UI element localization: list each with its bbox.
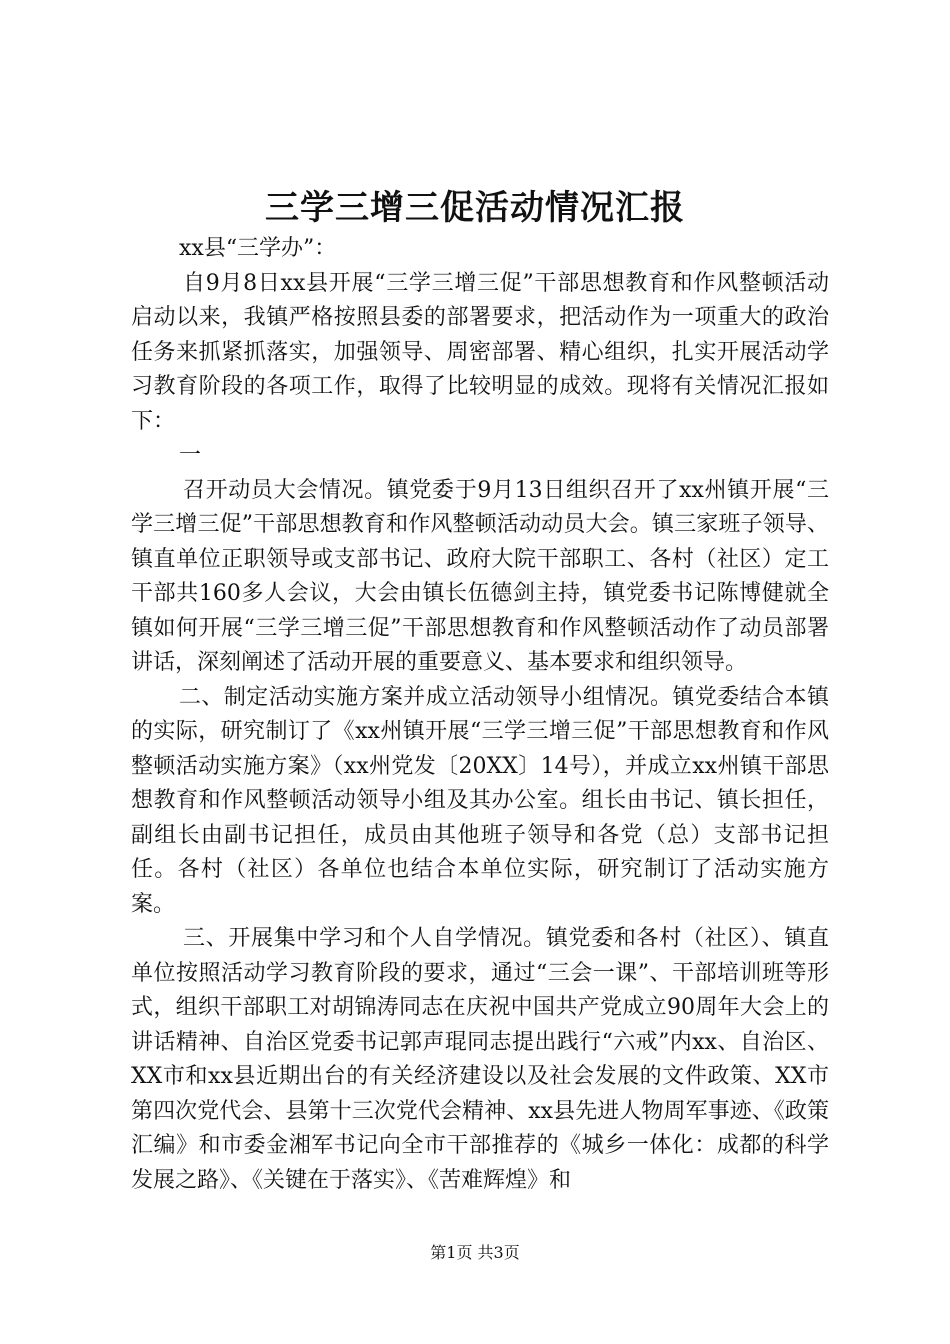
document-body	[131, 232, 829, 1198]
paragraph-intro: 自9月8日xx县开展“三学三增三促”干部思想教育和作风整顿活动启动以来，我镇严格按照县委的部署要求，把活动作为一项重大的政治任务来抓紧抓落实，加强领导、周密部署、精心组织，扎实开展活动学习教育阶段的各项工作，取得了比较明显的成效。现将有关情况汇报如下：	[131, 270, 829, 434]
paragraph-section-three: 三、开展集中学习和个人自学情况。镇党委和各村（社区）、镇直单位按照活动学习教育阶段的要求，通过“三会一课”、干部培训班等形式，组织干部职工对胡锦涛同志在庆祝中国共产党成立90周年大会上的讲话精神、自治区党委书记郭声琨同志提出践行“六戒”内xx、自治区、XX市和xx县近期出台的有关经济建设以及社会发展的文件政策、XX市第四次党代会、县第十三次党代会精神、xx县先进人物周军事迹、《政策汇编》和市委金湘军书记向全市干部推荐的《城乡一体化：成都的科学发展之路》、《关键在于落实》、《苦难辉煌》和	[131, 926, 829, 1193]
document-title: 三学三增三促活动情况汇报	[265, 188, 685, 228]
salutation: xx县“三学办”：	[179, 236, 337, 261]
paragraph-section-one: 召开动员大会情况。镇党委于9月13日组织召开了xx州镇开展“三学三增三促”干部思想教育和作风整顿活动动员大会。镇三家班子领导、镇直单位正职领导或支部书记、政府大院干部职工、各村（社区）定工干部共160多人会议，大会由镇长伍德剑主持，镇党委书记陈博健就全镇如何开展“三学三增三促”干部思想教育和作风整顿活动作了动员部署讲话，深刻阐述了活动开展的重要意义、基本要求和组织领导。	[131, 477, 829, 675]
page-number-footer: 第1页 共3页	[430, 1243, 520, 1262]
section-number-one: 一	[179, 443, 202, 468]
paragraph-section-two: 二、制定活动实施方案并成立活动领导小组情况。镇党委结合本镇的实际，研究制订了《xx州镇开展“三学三增三促”干部思想教育和作风整顿活动实施方案》（xx州党发〔20XX〕14号），并成立xx州镇干部思想教育和作风整顿活动领导小组及其办公室。组长由书记、镇长担任，副组长由副书记担任，成员由其他班子领导和各党（总）支部书记担任。各村（社区）各单位也结合本单位实际，研究制订了活动实施方案。	[131, 684, 829, 917]
